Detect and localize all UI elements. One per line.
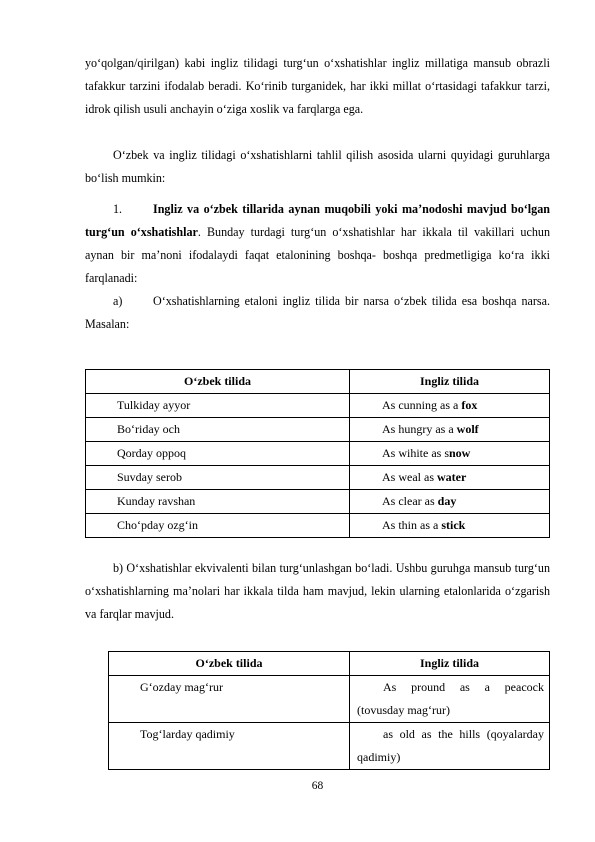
paragraph-group-1 xyxy=(85,198,550,290)
cell-uzbek: Qorday oppoq xyxy=(86,442,350,466)
examples-table-2 xyxy=(108,651,550,770)
cell-english: As clear as day xyxy=(350,490,550,514)
column-header-english: Ingliz tilida xyxy=(350,652,550,676)
list-number: 1. xyxy=(113,202,123,216)
paragraph-subgroup-b xyxy=(85,557,550,626)
table-header-row xyxy=(86,370,550,394)
table-row xyxy=(86,514,550,538)
paragraph-groups-text: O‘zbek va ingliz tilidagi o‘xshatishlarni tahlil qilish asosida ularni quyidagi guruhlarga bo‘lish mumkin: xyxy=(85,148,550,185)
subgroup-a-text: O‘xshatishlarning etaloni ingliz tilida bir narsa o‘zbek tilida esa boshqa narsa. Masalan: xyxy=(85,294,550,331)
list-letter: a) xyxy=(113,294,123,308)
table-row xyxy=(86,394,550,418)
cell-english: As hungry as a wolf xyxy=(350,418,550,442)
cell-uzbek: Suvday serob xyxy=(86,466,350,490)
cell-english: As wihite as snow xyxy=(350,442,550,466)
table-row xyxy=(86,490,550,514)
table-row xyxy=(109,676,550,723)
paragraph-groups xyxy=(85,144,550,190)
group-1-title: Ingliz va o‘zbek tillarida aynan muqobili yoki ma’nodoshi mavjud bo‘lgan turg‘un o‘xshatishlar xyxy=(85,202,550,239)
cell-english: as old as the hills (qoyalarday qadimiy) xyxy=(350,723,550,770)
subgroup-b-text: b) O‘xshatishlar ekvivalenti bilan turg‘unlashgan bo‘ladi. Ushbu guruhga mansub turg‘un o‘xshatishlarning ma’nolari har ikkala tilda ham mavjud, lekin ularning etalonlarida o‘zgarish va farqlar mavjud. xyxy=(85,561,550,621)
paragraph-intro: yo‘qolgan/qirilgan) kabi ingliz tilidagi turg‘un o‘xshatishlar ingliz millatiga mansub obrazli tafakkur tarzini ifodalab beradi. Ko‘rinib turganidek, har ikki millat o‘rtasidagi tafakkur tarzi, idrok qilish usuli anchayin o‘ziga xoslik va farqlarga ega. xyxy=(85,56,550,116)
cell-english: As cunning as a fox xyxy=(350,394,550,418)
cell-english: As thin as a stick xyxy=(350,514,550,538)
table-header-row xyxy=(109,652,550,676)
cell-uzbek: G‘ozday mag‘rur xyxy=(109,676,350,723)
cell-english: As weal as water xyxy=(350,466,550,490)
cell-english: As pround as a peacock (tovusday mag‘rur) xyxy=(350,676,550,723)
cell-uzbek: Tog‘larday qadimiy xyxy=(109,723,350,770)
cell-uzbek: Cho‘pday ozg‘in xyxy=(86,514,350,538)
table-row xyxy=(86,466,550,490)
cell-uzbek: Tulkiday ayyor xyxy=(86,394,350,418)
paragraph-subgroup-a xyxy=(85,290,550,336)
table-row xyxy=(86,418,550,442)
column-header-english: Ingliz tilida xyxy=(350,370,550,394)
cell-uzbek: Kunday ravshan xyxy=(86,490,350,514)
examples-table-1 xyxy=(85,369,550,538)
page-number: 68 xyxy=(311,780,324,792)
group-1-text: . Bunday turdagi turg‘un o‘xshatishlar har ikkala til vakillari uchun aynan bir ma’noni ifodalaydi faqat etalonining boshqa- boshqa predmetligiga ko‘ra ikki farqlanadi: xyxy=(85,225,550,285)
column-header-uzbek: O‘zbek tilida xyxy=(109,652,350,676)
column-header-uzbek: O‘zbek tilida xyxy=(86,370,350,394)
cell-uzbek: Bo‘riday och xyxy=(86,418,350,442)
table-row xyxy=(86,442,550,466)
table-row xyxy=(109,723,550,770)
